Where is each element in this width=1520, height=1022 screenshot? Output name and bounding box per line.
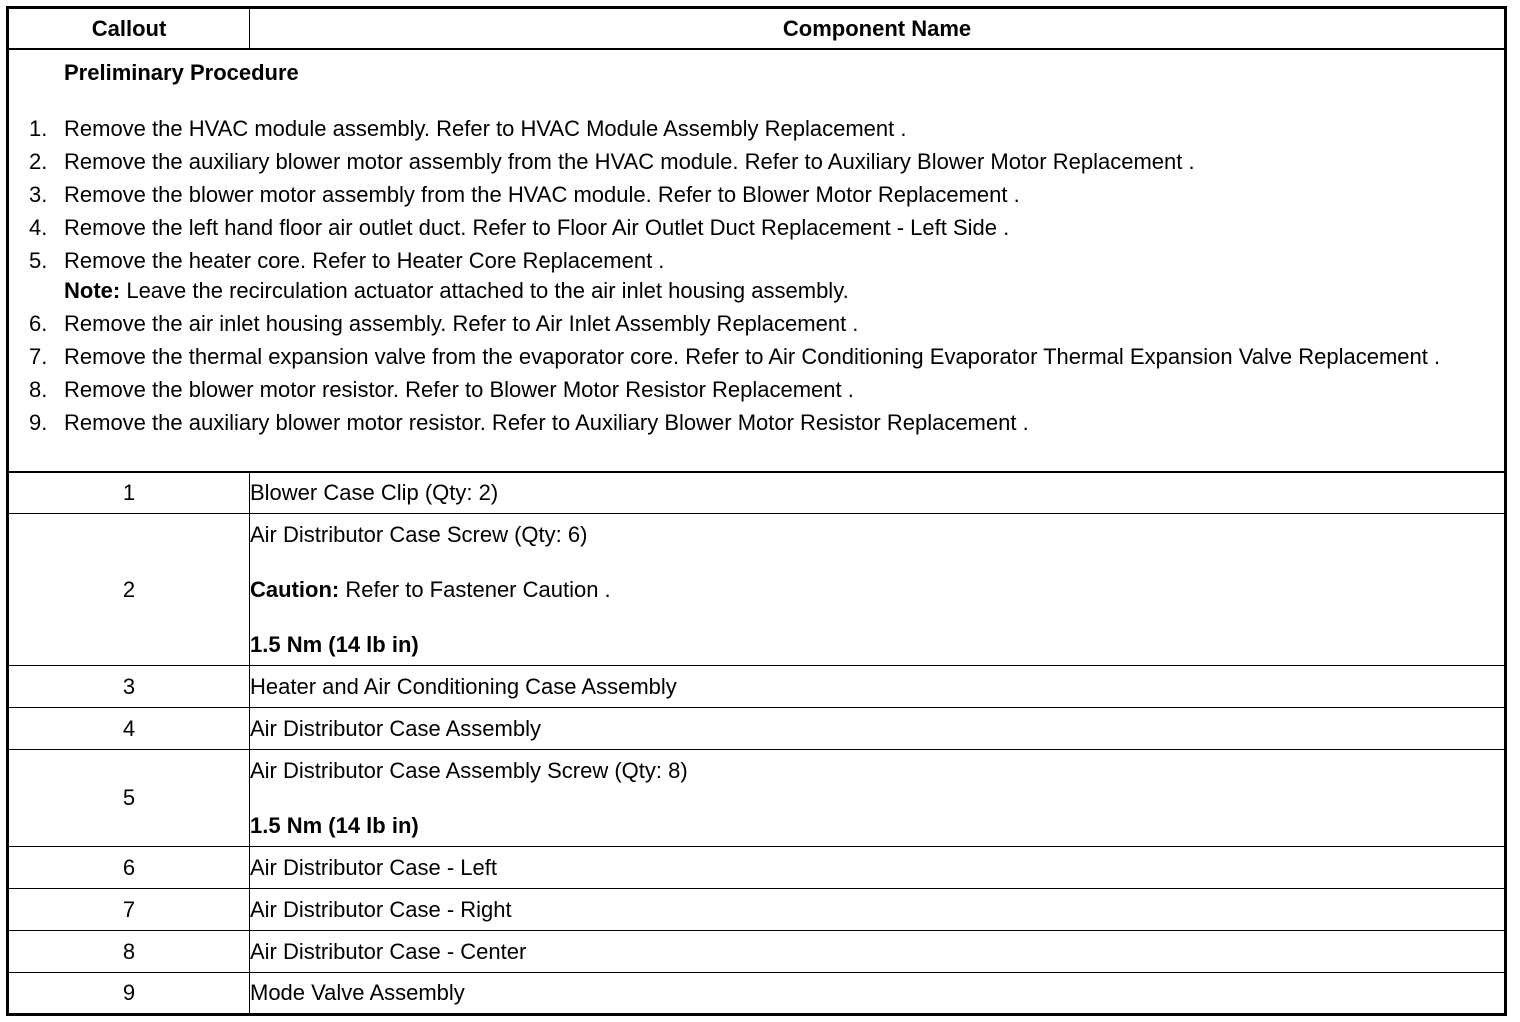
table-row [8,847,1506,889]
step-number: 9. [29,410,48,435]
callout-cell: 4 [8,708,250,750]
callout-cell: 9 [8,973,250,1015]
step-text: Remove the blower motor resistor. Refer to Blower Motor Resistor Replacement . [64,377,854,402]
procedure-step [9,182,1504,208]
table-row [8,514,1506,666]
preliminary-procedure-row [8,49,1506,472]
callout-cell: 3 [8,666,250,708]
component-name-cell: Heater and Air Conditioning Case Assembly [250,666,1506,708]
callout-cell: 6 [8,847,250,889]
callout-header: Callout [8,8,250,50]
callout-cell: 7 [8,889,250,931]
table-row [8,973,1506,1015]
procedure-step [9,248,1504,304]
procedure-step [9,149,1504,175]
step-text: Remove the thermal expansion valve from the evaporator core. Refer to Air Conditioning Evaporator Thermal Expansion Valve Replacement . [64,344,1441,369]
step-note [64,278,1484,304]
step-number: 7. [29,344,48,369]
procedure-step [9,410,1504,436]
table-header-row [8,8,1506,50]
step-number: 2. [29,149,48,174]
component-name-cell: Air Distributor Case - Right [250,889,1506,931]
component-name-cell: Mode Valve Assembly [250,973,1506,1015]
table-row [8,666,1506,708]
table-row [8,750,1506,847]
table-row [8,931,1506,973]
component-name-cell [250,750,1506,847]
step-number: 4. [29,215,48,240]
torque-spec: 1.5 Nm (14 lb in) [250,812,419,838]
procedure-step [9,116,1504,142]
component-name: Air Distributor Case Assembly Screw (Qty: 8) [250,757,688,783]
step-text: Remove the auxiliary blower motor assembly from the HVAC module. Refer to Auxiliary Blower Motor Replacement . [64,149,1195,174]
step-text: Remove the blower motor assembly from the HVAC module. Refer to Blower Motor Replacement . [64,182,1020,207]
callout-cell: 5 [8,750,250,847]
caution-label: Caution: [250,576,340,602]
table-row [8,708,1506,750]
callout-cell: 2 [8,514,250,666]
preliminary-procedure-cell [8,49,1506,472]
procedure-steps [9,116,1504,436]
preliminary-procedure-title: Preliminary Procedure [64,60,299,85]
component-name-cell: Blower Case Clip (Qty: 2) [250,472,1506,514]
note-label: Note: [64,278,121,303]
step-text: Remove the air inlet housing assembly. Refer to Air Inlet Assembly Replacement . [64,311,859,336]
step-text: Remove the auxiliary blower motor resistor. Refer to Auxiliary Blower Motor Resistor Replacement . [64,410,1029,435]
step-text: Remove the HVAC module assembly. Refer to HVAC Module Assembly Replacement . [64,116,907,141]
component-name: Air Distributor Case Screw (Qty: 6) [250,521,588,547]
caution-text: Refer to Fastener Caution . [339,576,611,602]
table-row [8,889,1506,931]
step-number: 3. [29,182,48,207]
step-number: 1. [29,116,48,141]
procedure-step [9,215,1504,241]
callout-cell: 1 [8,472,250,514]
component-name-header: Component Name [250,8,1506,50]
torque-spec: 1.5 Nm (14 lb in) [250,631,419,657]
callout-cell: 8 [8,931,250,973]
component-name-cell: Air Distributor Case - Center [250,931,1506,973]
step-text: Remove the left hand floor air outlet duct. Refer to Floor Air Outlet Duct Replacement - Left Side . [64,215,1010,240]
components-table [6,6,1507,1016]
component-name-cell: Air Distributor Case Assembly [250,708,1506,750]
step-number: 6. [29,311,48,336]
step-number: 8. [29,377,48,402]
procedure-step [9,311,1504,337]
component-name-cell: Air Distributor Case - Left [250,847,1506,889]
step-number: 5. [29,248,48,273]
component-name-cell [250,514,1506,666]
step-text: Remove the heater core. Refer to Heater Core Replacement . [64,248,665,273]
procedure-step [9,377,1504,403]
caution-line [250,577,1504,603]
procedure-step [9,344,1504,370]
table-row [8,472,1506,514]
note-text: Leave the recirculation actuator attached to the air inlet housing assembly. [120,278,849,303]
